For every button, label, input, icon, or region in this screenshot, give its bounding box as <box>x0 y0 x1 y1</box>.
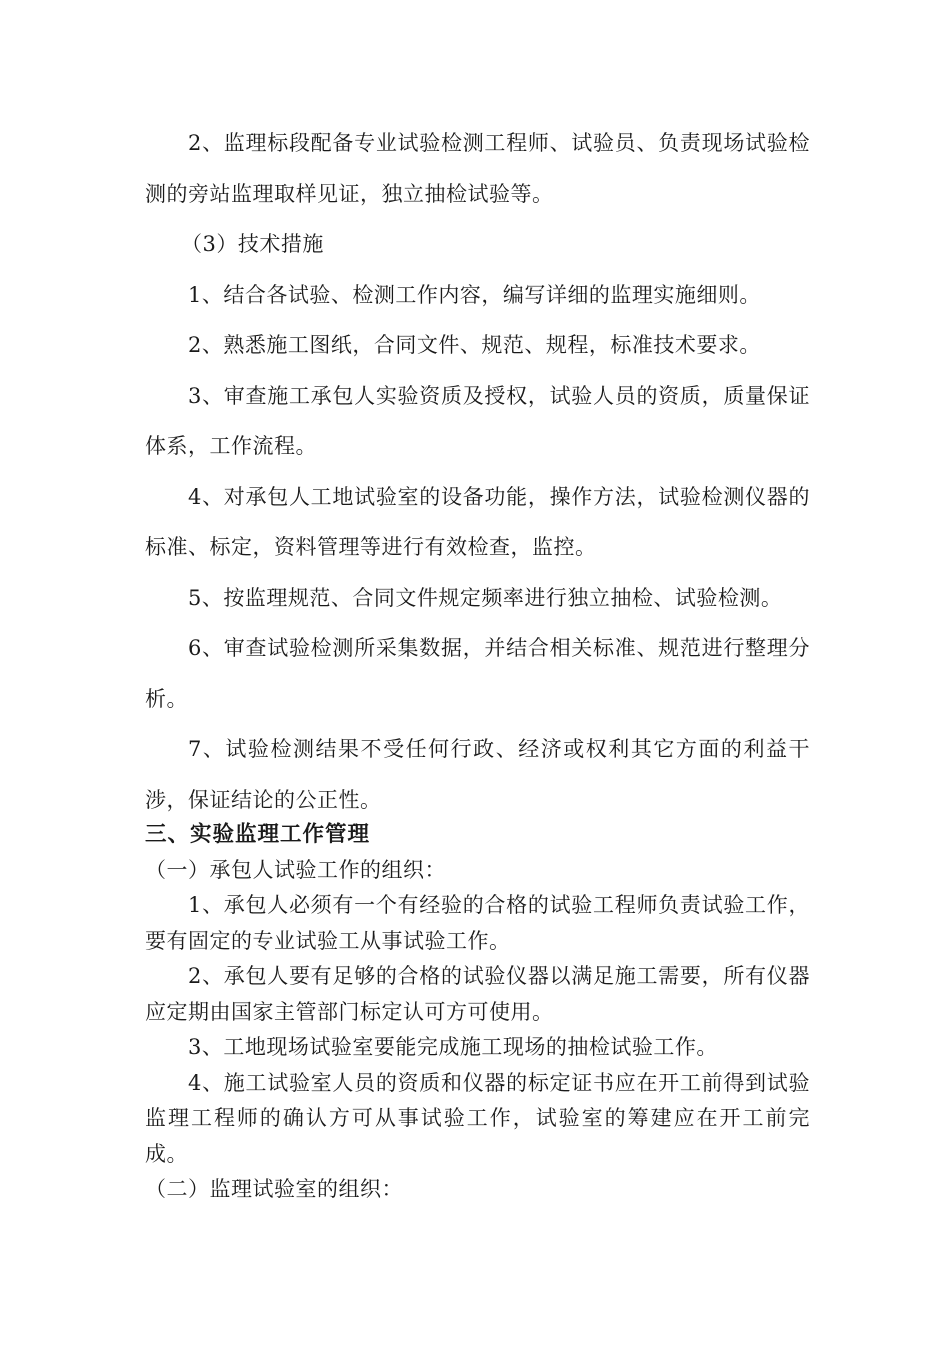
subheading-technical-measures: （3）技术措施 <box>181 232 324 256</box>
paragraph: 1、承包人必须有一个有经验的合格的试验工程师负责试验工作，要有固定的专业试验工从事试验工作。 <box>145 893 810 953</box>
paragraph: 7、试验检测结果不受任何行政、经济或权利其它方面的利益干涉，保证结论的公正性。 <box>145 737 810 812</box>
lab-supervision-section <box>145 817 810 1208</box>
subsection-heading-supervision-lab: （二）监理试验室的组织： <box>145 1177 403 1201</box>
subsection-heading-contractor: （一）承包人试验工作的组织： <box>145 857 446 882</box>
paragraph: 4、对承包人工地试验室的设备功能，操作方法，试验检测仪器的标准、标定，资料管理等进行有效检查，监控。 <box>145 484 810 559</box>
paragraph: 2、熟悉施工图纸，合同文件、规范、规程，标准技术要求。 <box>188 333 761 357</box>
paragraph: 5、按监理规范、合同文件规定频率进行独立抽检、试验检测。 <box>188 585 783 610</box>
paragraph: 2、承包人要有足够的合格的试验仪器以满足施工需要，所有仪器应定期由国家主管部门标定认可方可使用。 <box>145 964 810 1024</box>
paragraph: 4、施工试验室人员的资质和仪器的标定证书应在开工前得到试验监理工程师的确认方可从事试验工作，试验室的筹建应在开工前完成。 <box>145 1070 810 1166</box>
paragraph: 3、工地现场试验室要能完成施工现场的抽检试验工作。 <box>188 1035 718 1059</box>
paragraph: 2、监理标段配备专业试验检测工程师、试验员、负责现场试验检测的旁站监理取样见证，独立抽检试验等。 <box>145 131 810 206</box>
paragraph: 6、审查试验检测所采集数据，并结合相关标准、规范进行整理分析。 <box>145 636 810 711</box>
section-heading: 三、实验监理工作管理 <box>145 822 371 847</box>
paragraph: 1、结合各试验、检测工作内容，编写详细的监理实施细则。 <box>188 282 761 307</box>
paragraph: 3、审查施工承包人实验资质及授权，试验人员的资质，质量保证体系，工作流程。 <box>145 383 810 458</box>
technical-measures-section <box>145 118 810 825</box>
